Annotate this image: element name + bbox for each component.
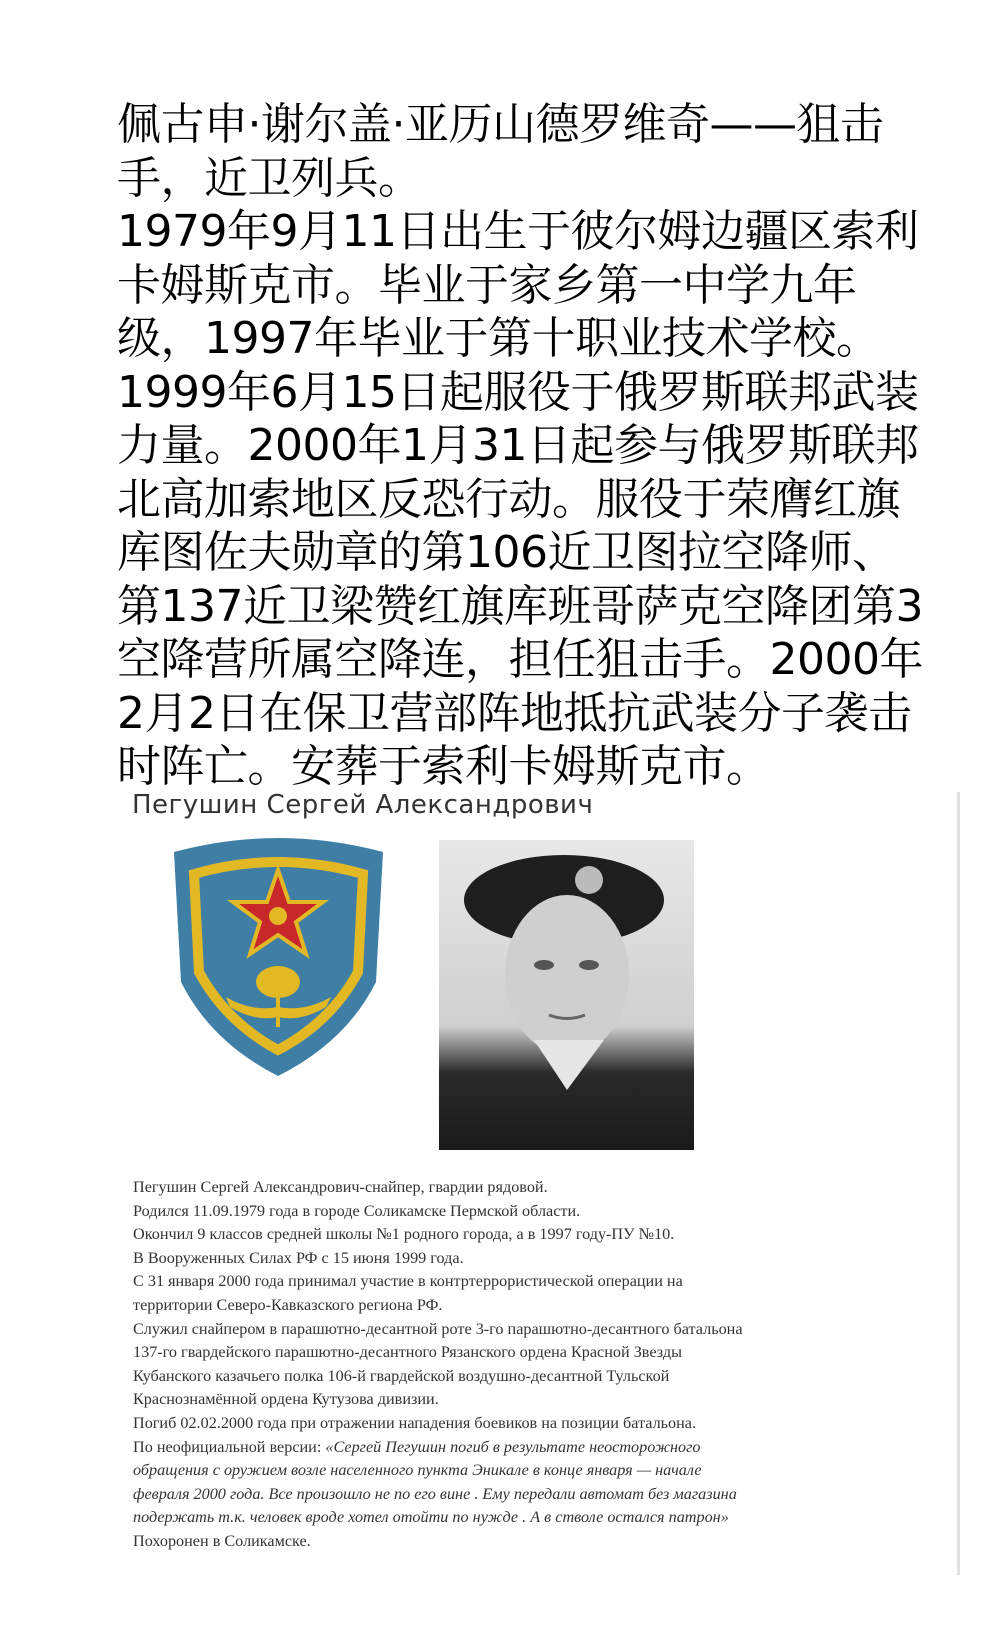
russian-biography <box>133 1176 953 1554</box>
text-line: 1999年6月15日起服役于俄罗斯联邦武装 <box>117 366 919 418</box>
text-line: Краснознамённой ордена Кутузова дивизии. <box>133 1390 439 1409</box>
text-line: 1979年9月11日出生于彼尔姆边疆区索利 <box>117 206 919 257</box>
text-line: 力量。2000年1月31日起参与俄罗斯联邦 <box>117 420 919 471</box>
text-line: 佩古申·谢尔盖·亚历山德罗维奇——狙击 <box>117 99 884 150</box>
text-line: 级，1997年毕业于第十职业技术学校。 <box>117 313 880 364</box>
text-line: Похоронен в Соликамске. <box>133 1531 311 1550</box>
quote-text: «Сергей Пегушин погиб в результате неосторожного <box>325 1437 701 1456</box>
text-line: 手，近卫列兵。 <box>117 152 422 204</box>
chinese-biography <box>117 98 957 794</box>
text-line: С 31 января 2000 года принимал участие в контртеррористической операции на <box>133 1272 683 1291</box>
text-line: В Вооруженных Силах РФ с 15 июня 1999 года. <box>133 1248 464 1267</box>
text-line: 卡姆斯克市。毕业于家乡第一中学九年 <box>117 259 857 311</box>
text-line: 2月2日在保卫营部阵地抵抗武装分子袭击 <box>117 687 912 739</box>
text-line: 库图佐夫勋章的第106近卫图拉空降师、 <box>117 527 896 578</box>
text-line: Родился 11.09.1979 года в городе Соликамске Пермской области. <box>133 1201 581 1220</box>
text-line: 北高加索地区反恐行动。服役于荣膺红旗 <box>117 473 900 525</box>
text-line: обращения с оружием возле населенного пункта Эникале в конце января — начале <box>133 1461 702 1480</box>
text-line: 第137近卫梁赞红旗库班哥萨克空降团第3 <box>117 580 923 632</box>
quote-prefix: По неофициальной версии: <box>133 1437 326 1456</box>
text-line: Кубанского казачьего полка 106-й гвардейской воздушно-десантной Тульской <box>133 1366 670 1385</box>
airborne-badge-image <box>166 832 391 1080</box>
divider <box>957 792 960 1575</box>
text-line: февраля 2000 года. Все произошло не по его вине . Ему передали автомат без магазина <box>133 1484 737 1503</box>
text-line <box>133 1436 953 1460</box>
text-line: подержать т.к. человек вроде хотел отойти по нужде . А в стволе остался патрон» <box>133 1508 729 1527</box>
soldier-portrait-photo <box>439 840 694 1150</box>
text-line: 空降营所属空降连，担任狙击手。2000年 <box>117 634 923 685</box>
text-line: территории Северо-Кавказского региона РФ. <box>133 1295 443 1314</box>
text-line: 137-го гвардейского парашютно-десантного Рязанского ордена Красной Звезды <box>133 1343 682 1362</box>
text-line: Окончил 9 классов средней школы №1 родного города, а в 1997 году-ПУ №10. <box>133 1225 675 1244</box>
russian-title: Пегушин Сергей Александрович <box>132 790 594 820</box>
text-line: Служил снайпером в парашютно-десантной роте 3-го парашютно-десантного батальона <box>133 1319 743 1338</box>
text-line: 时阵亡。安葬于索利卡姆斯克市。 <box>117 741 770 792</box>
text-line: Погиб 02.02.2000 года при отражении нападения боевиков на позиции батальона. <box>133 1413 697 1432</box>
text-line: Пегушин Сергей Александрович-снайпер, гвардии рядовой. <box>133 1178 548 1196</box>
